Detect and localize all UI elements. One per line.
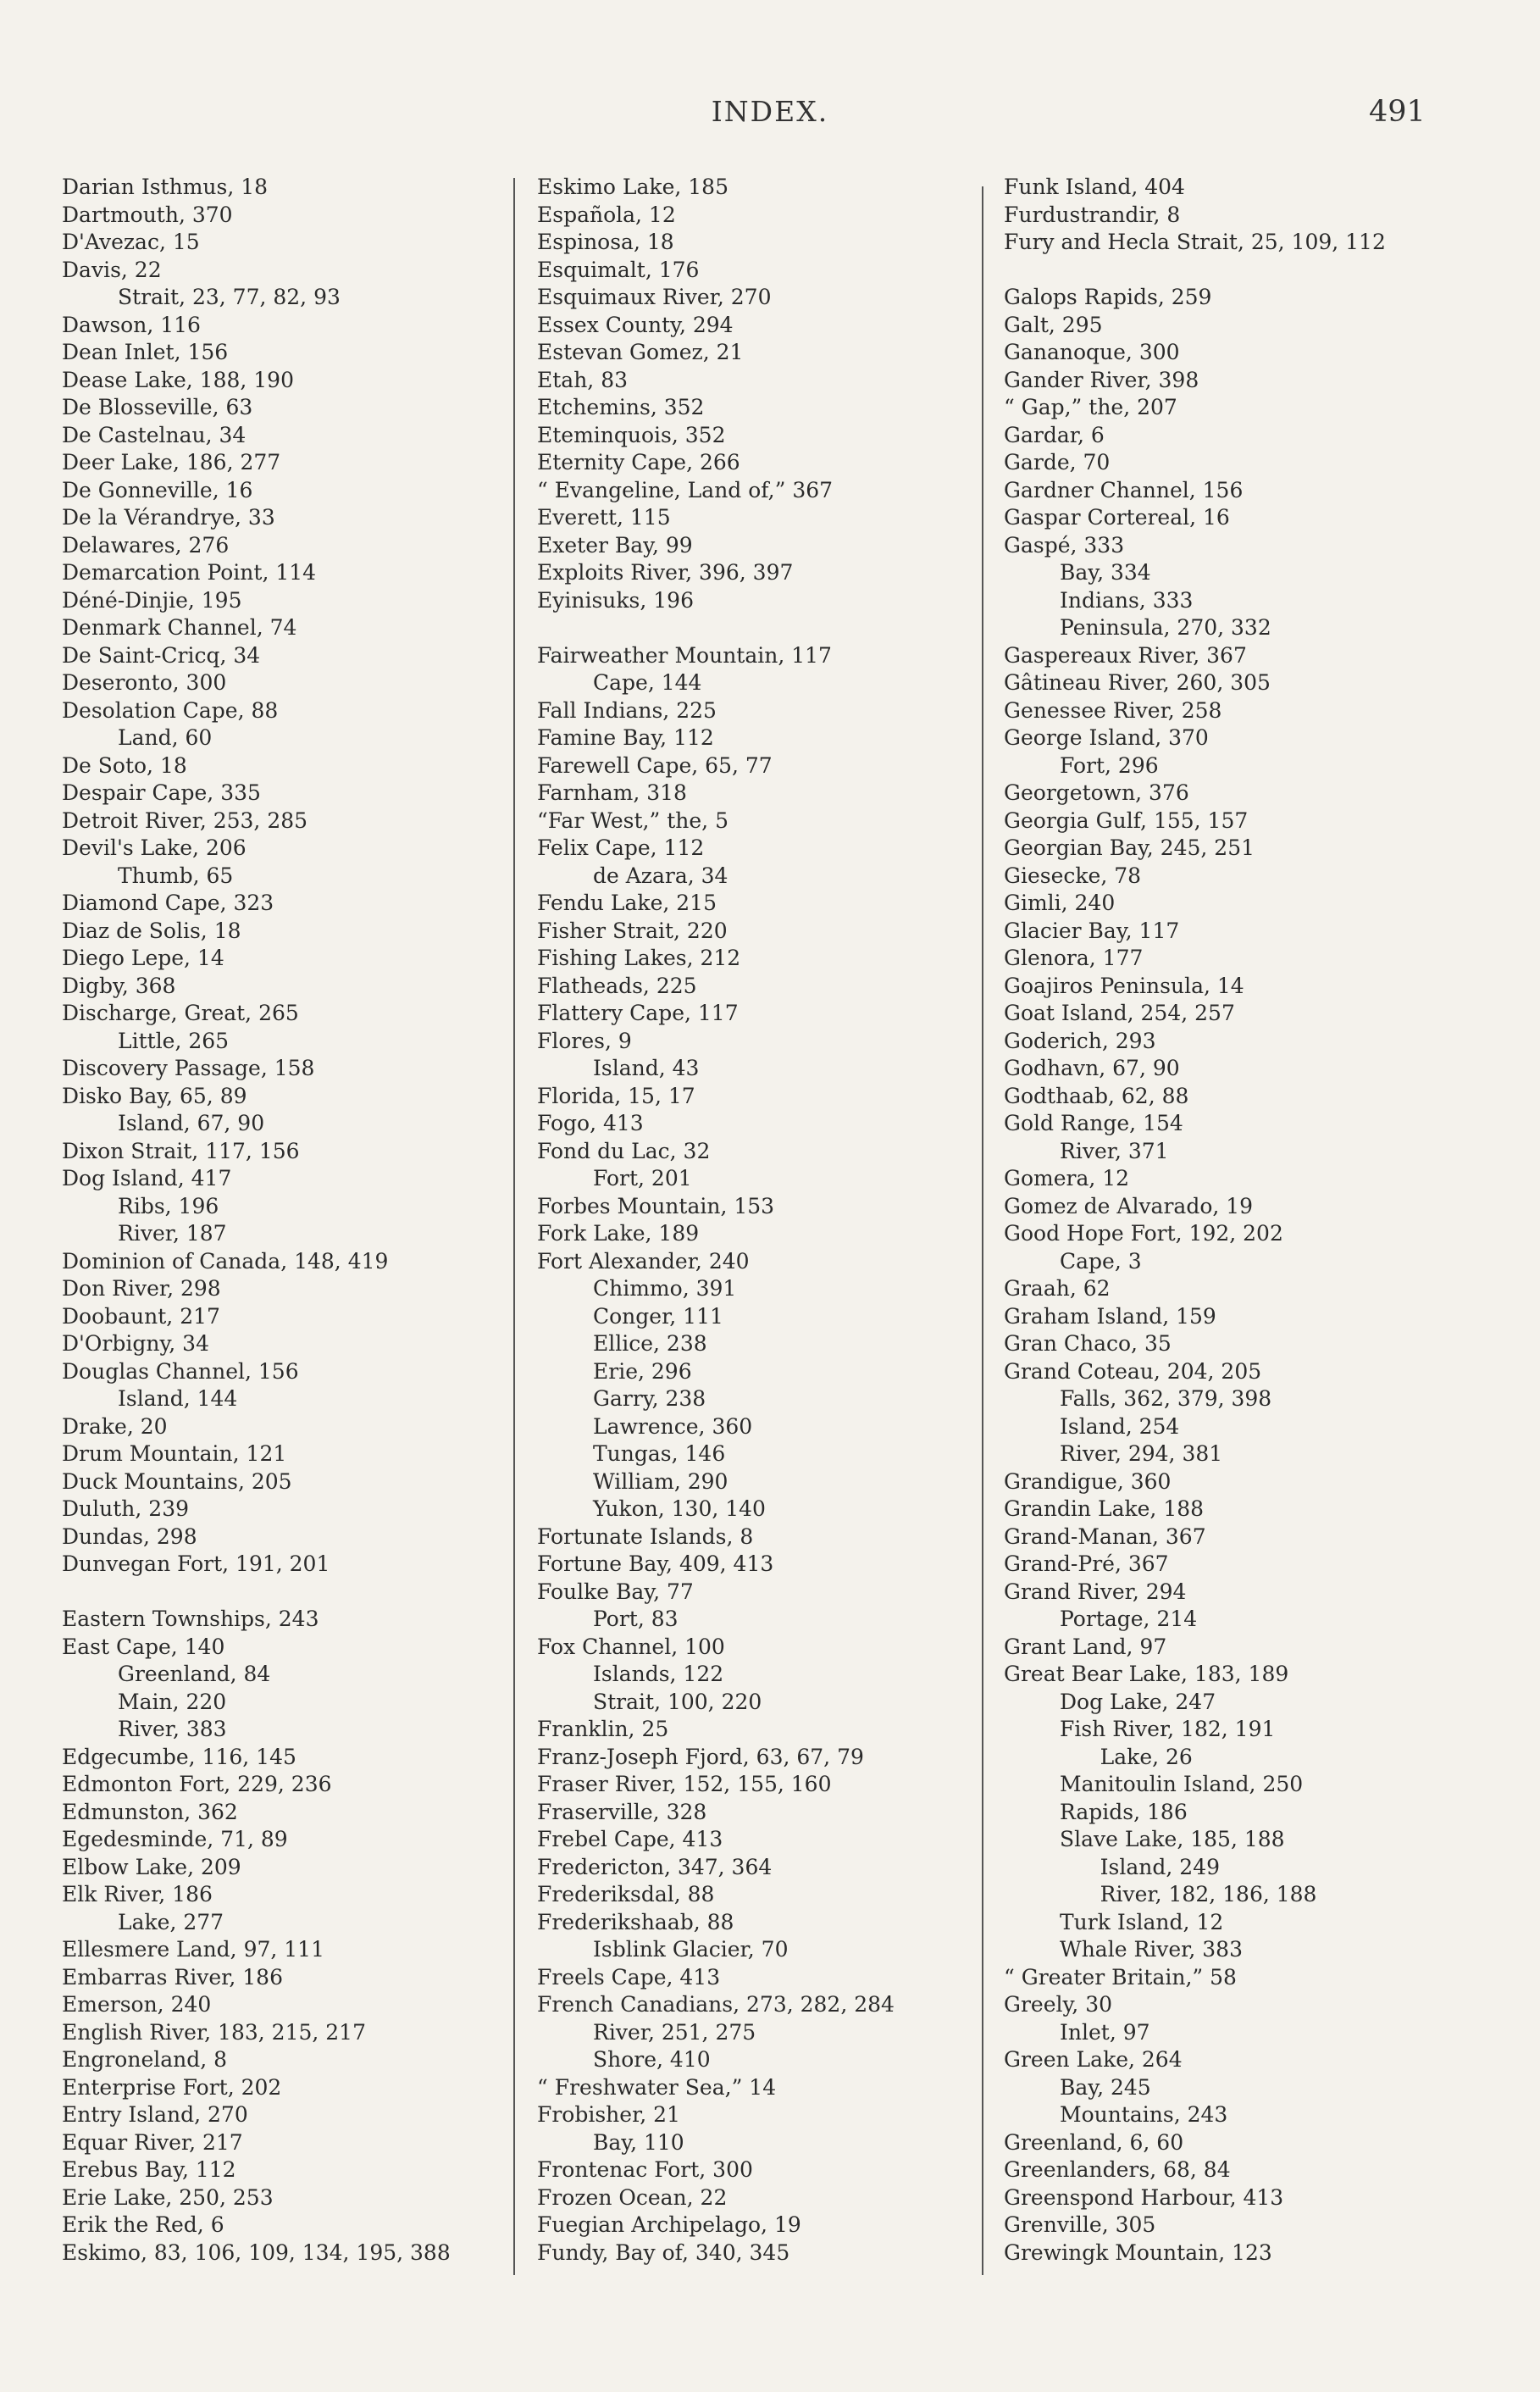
index-subentry: Yukon, 130, 140 — [593, 1496, 766, 1521]
index-entry: Grewingk Mountain, 123 — [1004, 2239, 1272, 2265]
index-entry: Despair Cape, 335 — [62, 780, 261, 805]
index-subentry: Chimmo, 391 — [593, 1276, 737, 1301]
index-entry: Embarras River, 186 — [62, 1964, 283, 1990]
index-entry: Fundy, Bay of, 340, 345 — [537, 2239, 790, 2265]
index-entry: Discovery Passage, 158 — [62, 1056, 315, 1080]
index-entry: Gardar, 6 — [1004, 422, 1105, 447]
index-entry: Genessee River, 258 — [1004, 697, 1222, 723]
index-entry: De Castelnau, 34 — [62, 422, 247, 447]
index-entry: Deer Lake, 186, 277 — [62, 450, 281, 475]
index-entry: Exploits River, 396, 397 — [537, 560, 794, 585]
index-entry: Fox Channel, 100 — [537, 1634, 725, 1659]
index-subentry: Turk Island, 12 — [1060, 1909, 1224, 1934]
index-subentry: Falls, 362, 379, 398 — [1060, 1386, 1272, 1411]
index-entry: Frebel Cape, 413 — [537, 1827, 723, 1851]
index-entry: Discharge, Great, 265 — [62, 1001, 299, 1025]
index-subentry: Lawrence, 360 — [593, 1413, 753, 1439]
index-entry: Great Bear Lake, 183, 189 — [1004, 1662, 1289, 1686]
index-entry: Drum Mountain, 121 — [62, 1441, 287, 1466]
index-entry: Déné-Dinjie, 195 — [62, 587, 242, 613]
index-entry: Fredericton, 347, 364 — [537, 1854, 773, 1879]
index-entry: Fond du Lac, 32 — [537, 1138, 711, 1163]
index-entry: Foulke Bay, 77 — [537, 1579, 694, 1604]
index-subentry: River, 182, 186, 188 — [1060, 1882, 1317, 1906]
index-entry: Enterprise Fort, 202 — [62, 2074, 282, 2100]
index-entry: Farewell Cape, 65, 77 — [537, 752, 773, 778]
index-entry: Fairweather Mountain, 117 — [537, 642, 832, 668]
index-subentry: Portage, 214 — [1060, 1607, 1198, 1631]
index-entry: Espinosa, 18 — [537, 230, 674, 254]
index-subentry: Dog Lake, 247 — [1060, 1689, 1216, 1714]
index-entry: “ Evangeline, Land of,” 367 — [537, 477, 834, 502]
index-entry: Exeter Bay, 99 — [537, 532, 693, 558]
index-entry: Dundas, 298 — [62, 1523, 197, 1549]
index-entry: Grandin Lake, 188 — [1004, 1496, 1205, 1521]
index-entry: Galt, 295 — [1004, 312, 1103, 337]
index-entry: Drake, 20 — [62, 1413, 168, 1439]
index-entry: Entry Island, 270 — [62, 2102, 248, 2127]
index-subentry: Mountains, 243 — [1060, 2102, 1228, 2127]
index-entry: Grenville, 305 — [1004, 2212, 1156, 2237]
index-entry: Farnham, 318 — [537, 780, 687, 805]
index-entry: Gran Chaco, 35 — [1004, 1331, 1172, 1356]
index-entry: Gander River, 398 — [1004, 367, 1199, 392]
index-entry: Don River, 298 — [62, 1276, 221, 1301]
index-entry: Fishing Lakes, 212 — [537, 946, 741, 970]
index-entry: Esquimalt, 176 — [537, 257, 700, 282]
index-entry: Greely, 30 — [1004, 1992, 1113, 2017]
index-entry: Grand-Manan, 367 — [1004, 1523, 1206, 1549]
index-entry: Dartmouth, 370 — [62, 202, 233, 227]
index-entry: De la Vérandrye, 33 — [62, 505, 275, 530]
index-subentry: Island, 67, 90 — [118, 1111, 265, 1135]
index-entry: Garde, 70 — [1004, 450, 1111, 475]
index-entry: George Island, 370 — [1004, 725, 1209, 750]
index-entry: Forbes Mountain, 153 — [537, 1193, 775, 1218]
index-subentry: River, 251, 275 — [593, 2019, 756, 2045]
index-subentry: Lake, 26 — [1060, 1744, 1193, 1769]
index-entry: Giesecke, 78 — [1004, 863, 1142, 888]
index-entry: Grant Land, 97 — [1004, 1634, 1167, 1659]
index-entry: East Cape, 140 — [62, 1634, 225, 1659]
index-entry: Etah, 83 — [537, 367, 629, 392]
index-entry: Flatheads, 225 — [537, 973, 697, 998]
index-entry: Etchemins, 352 — [537, 395, 705, 419]
index-subentry: Thumb, 65 — [118, 863, 234, 888]
index-subentry: River, 383 — [118, 1717, 227, 1741]
index-entry: Goderich, 293 — [1004, 1028, 1156, 1053]
index-entry: Grand-Pré, 367 — [1004, 1551, 1169, 1576]
index-entry: Essex County, 294 — [537, 312, 734, 337]
index-entry: D'Avezac, 15 — [62, 230, 200, 254]
index-entry: Grandigue, 360 — [1004, 1468, 1172, 1494]
index-subentry: Bay, 245 — [1060, 2074, 1151, 2100]
index-entry: Fraserville, 328 — [537, 1799, 707, 1824]
index-entry: Franz-Joseph Fjord, 63, 67, 79 — [537, 1744, 864, 1769]
index-entry: Gardner Channel, 156 — [1004, 477, 1244, 502]
index-subentry: Fish River, 182, 191 — [1060, 1717, 1276, 1741]
index-entry: Furdustrandir, 8 — [1004, 202, 1181, 227]
index-entry: Graah, 62 — [1004, 1276, 1111, 1301]
index-entry: Godthaab, 62, 88 — [1004, 1083, 1189, 1108]
index-entry: Delawares, 276 — [62, 532, 230, 558]
index-subentry: Conger, 111 — [593, 1303, 723, 1329]
index-subentry: Strait, 100, 220 — [593, 1689, 762, 1714]
index-entry: Digby, 368 — [62, 973, 176, 998]
index-entry: Fogo, 413 — [537, 1111, 644, 1135]
index-entry: Ellesmere Land, 97, 111 — [62, 1937, 324, 1962]
index-entry: Edmonton Fort, 229, 236 — [62, 1772, 332, 1796]
index-column-2 — [537, 174, 978, 2267]
index-column-1 — [62, 174, 502, 2267]
index-subentry: William, 290 — [593, 1468, 728, 1494]
index-entry: Fortune Bay, 409, 413 — [537, 1551, 774, 1576]
index-entry: French Canadians, 273, 282, 284 — [537, 1992, 895, 2017]
index-subentry: Ribs, 196 — [118, 1193, 219, 1218]
index-subentry: Isblink Glacier, 70 — [593, 1937, 789, 1962]
index-entry: Darian Isthmus, 18 — [62, 175, 269, 199]
index-entry: Desolation Cape, 88 — [62, 697, 279, 723]
index-entry: Fendu Lake, 215 — [537, 891, 717, 915]
index-entry: Dunvegan Fort, 191, 201 — [62, 1551, 330, 1576]
index-entry: Graham Island, 159 — [1004, 1303, 1216, 1329]
index-subentry: River, 371 — [1060, 1138, 1169, 1163]
index-entry: Fort Alexander, 240 — [537, 1248, 750, 1274]
index-entry: Fortunate Islands, 8 — [537, 1523, 754, 1549]
index-subentry: Little, 265 — [118, 1028, 230, 1053]
index-entry: English River, 183, 215, 217 — [62, 2019, 366, 2045]
index-entry: Grand Coteau, 204, 205 — [1004, 1358, 1262, 1384]
page-title: INDEX. — [711, 95, 829, 128]
index-entry: Eskimo Lake, 185 — [537, 175, 728, 199]
page-number: 491 — [1369, 95, 1426, 129]
index-entry: Fisher Strait, 220 — [537, 918, 728, 943]
index-entry: De Saint-Cricq, 34 — [62, 642, 261, 668]
index-entry: Gaspereaux River, 367 — [1004, 642, 1247, 668]
index-entry: “ Greater Britain,” 58 — [1004, 1964, 1237, 1990]
index-entry: Greenspond Harbour, 413 — [1004, 2184, 1284, 2210]
index-entry: Greenlanders, 68, 84 — [1004, 2157, 1231, 2182]
index-entry: Dixon Strait, 117, 156 — [62, 1138, 300, 1163]
index-entry: Gâtineau River, 260, 305 — [1004, 670, 1271, 695]
index-entry: Disko Bay, 65, 89 — [62, 1083, 247, 1108]
index-entry: Dog Island, 417 — [62, 1166, 232, 1190]
index-entry: Green Lake, 264 — [1004, 2047, 1183, 2072]
index-subentry: de Azara, 34 — [593, 863, 728, 888]
index-entry: Española, 12 — [537, 202, 676, 227]
index-entry: Deseronto, 300 — [62, 670, 227, 695]
index-entry: Fraser River, 152, 155, 160 — [537, 1772, 832, 1796]
index-subentry: Lake, 277 — [118, 1909, 224, 1934]
column-divider — [982, 186, 983, 2275]
index-entry: Dawson, 116 — [62, 312, 201, 337]
index-entry: Frobisher, 21 — [537, 2102, 680, 2127]
index-entry: Fork Lake, 189 — [537, 1221, 700, 1246]
index-entry: Godhavn, 67, 90 — [1004, 1056, 1180, 1080]
index-subentry: Cape, 3 — [1060, 1248, 1142, 1274]
index-entry: Georgia Gulf, 155, 157 — [1004, 808, 1249, 833]
index-entry: Doobaunt, 217 — [62, 1303, 220, 1329]
index-entry: Galops Rapids, 259 — [1004, 285, 1212, 309]
index-entry: “ Gap,” the, 207 — [1004, 395, 1177, 419]
index-subentry: Land, 60 — [118, 725, 213, 750]
column-divider — [513, 178, 515, 2275]
index-entry: Funk Island, 404 — [1004, 175, 1185, 199]
index-subentry: Cape, 144 — [593, 670, 702, 695]
index-entry: Emerson, 240 — [62, 1992, 212, 2017]
index-entry: Franklin, 25 — [537, 1717, 669, 1741]
index-entry: Flattery Cape, 117 — [537, 1001, 739, 1025]
index-entry: Everett, 115 — [537, 505, 671, 530]
index-subentry: Bay, 110 — [593, 2129, 684, 2155]
index-entry: Goajiros Peninsula, 14 — [1004, 973, 1244, 998]
index-entry: Georgian Bay, 245, 251 — [1004, 835, 1255, 860]
index-entry: Fury and Hecla Strait, 25, 109, 112 — [1004, 230, 1386, 254]
index-entry: Fuegian Archipelago, 19 — [537, 2212, 801, 2237]
index-entry: Duluth, 239 — [62, 1496, 189, 1521]
index-entry: Gold Range, 154 — [1004, 1111, 1183, 1135]
index-entry: De Soto, 18 — [62, 752, 187, 778]
index-entry: Felix Cape, 112 — [537, 835, 705, 860]
index-subentry: Indians, 333 — [1060, 587, 1194, 613]
index-entry: Diaz de Solis, 18 — [62, 918, 241, 943]
index-entry: Egedesminde, 71, 89 — [62, 1827, 288, 1851]
index-entry: Frederiksdal, 88 — [537, 1882, 715, 1906]
index-subentry: Ellice, 238 — [593, 1331, 707, 1356]
index-subentry: Erie, 296 — [593, 1358, 692, 1384]
index-subentry: River, 294, 381 — [1060, 1441, 1223, 1466]
index-subentry: Fort, 201 — [593, 1166, 692, 1190]
index-entry: Frontenac Fort, 300 — [537, 2157, 753, 2182]
index-entry: Engroneland, 8 — [62, 2047, 228, 2072]
index-subentry: River, 187 — [118, 1221, 227, 1246]
index-subentry: Peninsula, 270, 332 — [1060, 615, 1271, 640]
index-entry: Eyinisuks, 196 — [537, 587, 694, 613]
index-entry: Edgecumbe, 116, 145 — [62, 1744, 296, 1769]
index-subentry: Garry, 238 — [593, 1386, 706, 1411]
index-entry: Edmunston, 362 — [62, 1799, 238, 1824]
index-subentry: Greenland, 84 — [118, 1662, 271, 1686]
index-entry: Erik the Red, 6 — [62, 2212, 224, 2237]
index-entry: Eastern Townships, 243 — [62, 1607, 319, 1631]
index-entry: Diamond Cape, 323 — [62, 891, 274, 915]
index-entry: Diego Lepe, 14 — [62, 946, 224, 970]
index-entry: Georgetown, 376 — [1004, 780, 1189, 805]
index-entry: Greenland, 6, 60 — [1004, 2129, 1184, 2155]
index-entry: Davis, 22 — [62, 257, 162, 282]
index-entry: Elbow Lake, 209 — [62, 1854, 241, 1879]
index-entry: Eteminquois, 352 — [537, 422, 726, 447]
index-entry: De Blosseville, 63 — [62, 395, 253, 419]
index-entry: Goat Island, 254, 257 — [1004, 1001, 1235, 1025]
index-entry: Grand River, 294 — [1004, 1579, 1187, 1604]
index-subentry: Manitoulin Island, 250 — [1060, 1772, 1304, 1796]
index-subentry: Fort, 296 — [1060, 752, 1159, 778]
index-entry: D'Orbigny, 34 — [62, 1331, 209, 1356]
index-entry: Gomera, 12 — [1004, 1166, 1130, 1190]
index-entry: Equar River, 217 — [62, 2129, 243, 2155]
index-entry: Gananoque, 300 — [1004, 340, 1180, 364]
index-entry: Gaspar Cortereal, 16 — [1004, 505, 1230, 530]
index-subentry: Whale River, 383 — [1060, 1937, 1243, 1962]
index-entry: Gomez de Alvarado, 19 — [1004, 1193, 1254, 1218]
index-subentry: Island, 249 — [1060, 1854, 1221, 1879]
index-entry: Good Hope Fort, 192, 202 — [1004, 1221, 1283, 1246]
index-subentry: Port, 83 — [593, 1607, 679, 1631]
index-entry: De Gonneville, 16 — [62, 477, 253, 502]
index-subentry: Islands, 122 — [593, 1662, 724, 1686]
index-entry: Erie Lake, 250, 253 — [62, 2184, 274, 2210]
index-subentry: Island, 144 — [118, 1386, 238, 1411]
index-subentry: Island, 43 — [593, 1056, 700, 1080]
index-entry: Dease Lake, 188, 190 — [62, 367, 294, 392]
index-subentry: Slave Lake, 185, 188 — [1060, 1827, 1285, 1851]
index-subentry: Island, 254 — [1060, 1413, 1180, 1439]
index-entry: Glenora, 177 — [1004, 946, 1144, 970]
index-subentry: Rapids, 186 — [1060, 1799, 1188, 1824]
index-entry: “Far West,” the, 5 — [537, 808, 728, 833]
index-entry: Dean Inlet, 156 — [62, 340, 229, 364]
index-entry: Devil's Lake, 206 — [62, 835, 247, 860]
index-subentry: Main, 220 — [118, 1689, 227, 1714]
index-entry: Flores, 9 — [537, 1028, 632, 1053]
index-entry: Frederikshaab, 88 — [537, 1909, 734, 1934]
index-entry: Denmark Channel, 74 — [62, 615, 297, 640]
index-entry: Eternity Cape, 266 — [537, 450, 740, 475]
index-entry: Freels Cape, 413 — [537, 1964, 721, 1990]
index-entry: Elk River, 186 — [62, 1882, 213, 1906]
index-entry: Duck Mountains, 205 — [62, 1468, 292, 1494]
index-subentry: Strait, 23, 77, 82, 93 — [118, 285, 341, 309]
index-entry: Florida, 15, 17 — [537, 1083, 695, 1108]
index-entry: Gaspé, 333 — [1004, 532, 1125, 558]
index-entry: Douglas Channel, 156 — [62, 1358, 299, 1384]
index-entry: Demarcation Point, 114 — [62, 560, 317, 585]
index-entry: Glacier Bay, 117 — [1004, 918, 1180, 943]
index-entry: Esquimaux River, 270 — [537, 285, 772, 309]
index-entry: Gimli, 240 — [1004, 891, 1116, 915]
index-subentry: Tungas, 146 — [593, 1441, 726, 1466]
index-column-3 — [1004, 174, 1478, 2267]
index-entry: Dominion of Canada, 148, 419 — [62, 1248, 389, 1274]
index-subentry: Inlet, 97 — [1060, 2019, 1150, 2045]
index-entry: Estevan Gomez, 21 — [537, 340, 744, 364]
index-subentry: Bay, 334 — [1060, 560, 1151, 585]
index-entry: Fall Indians, 225 — [537, 697, 717, 723]
index-entry: Famine Bay, 112 — [537, 725, 714, 750]
index-entry: Frozen Ocean, 22 — [537, 2184, 728, 2210]
index-subentry: Shore, 410 — [593, 2047, 711, 2072]
index-entry: “ Freshwater Sea,” 14 — [537, 2074, 777, 2100]
index-entry: Eskimo, 83, 106, 109, 134, 195, 388 — [62, 2239, 451, 2265]
index-entry: Erebus Bay, 112 — [62, 2157, 236, 2182]
index-entry: Detroit River, 253, 285 — [62, 808, 308, 833]
